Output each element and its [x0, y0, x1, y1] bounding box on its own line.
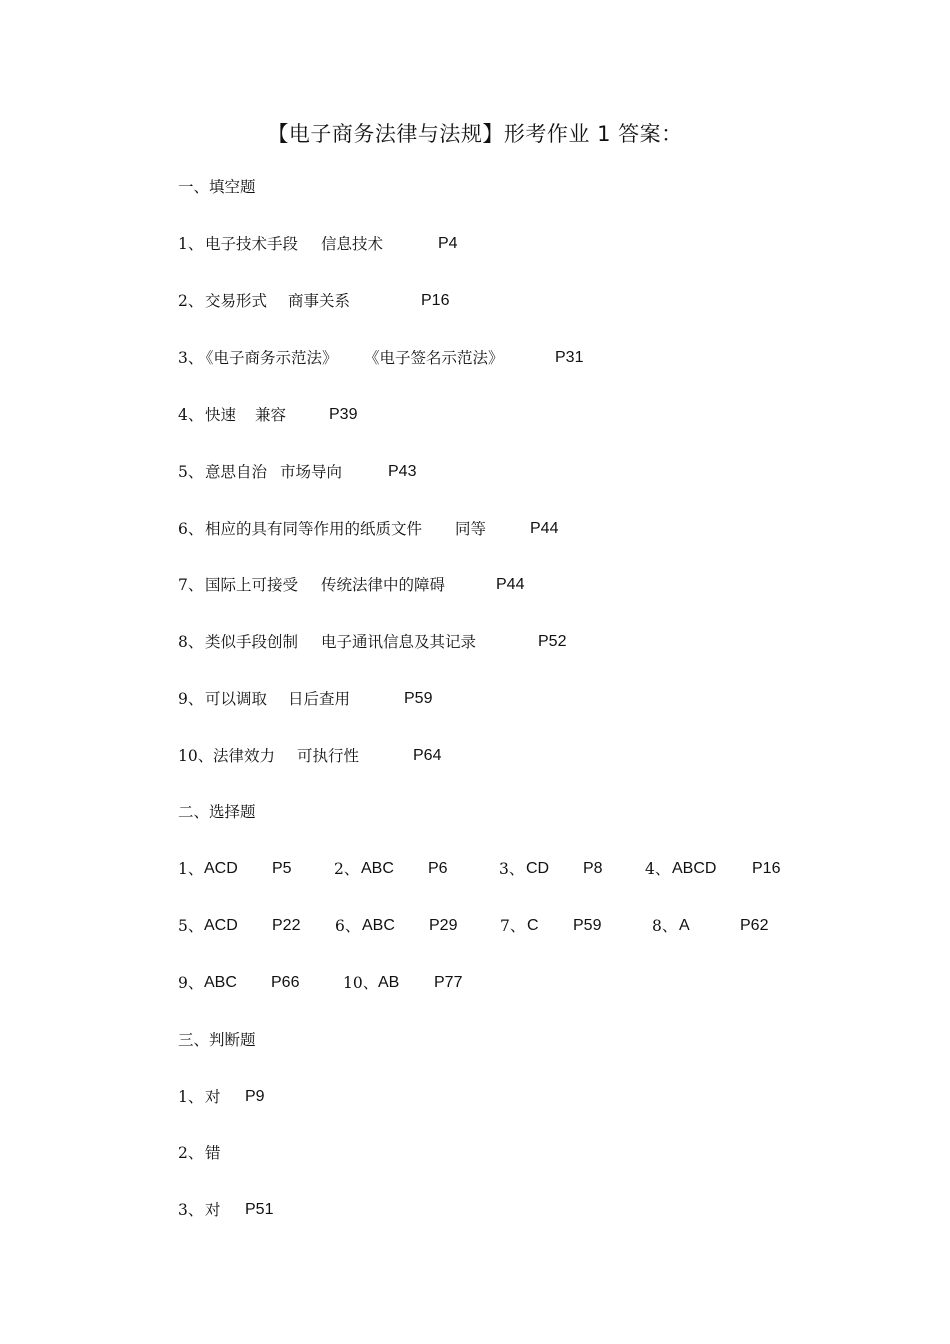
page-ref: P16	[421, 292, 450, 309]
fill-in-item-2	[178, 289, 778, 313]
answer: C	[527, 917, 539, 934]
item-number: 9、	[178, 690, 204, 708]
item-number: 10、	[178, 747, 214, 765]
fill-in-item-6	[178, 517, 778, 541]
choice-row-2	[178, 914, 818, 938]
item-number: 4、	[645, 860, 671, 878]
page-ref: P31	[555, 349, 584, 366]
item-number: 4、	[178, 406, 204, 424]
answer-2: 传统法律中的障碍	[321, 576, 446, 594]
answer-1: 相应的具有同等作用的纸质文件	[205, 520, 423, 538]
item-number: 6、	[335, 917, 361, 935]
fill-in-item-3	[178, 346, 778, 370]
item-number: 1、	[178, 1088, 204, 1106]
answer: ABCD	[672, 860, 717, 877]
choice-row-1	[178, 857, 818, 881]
page-ref: P52	[538, 633, 567, 650]
answer: 错	[205, 1144, 221, 1162]
document-title: 【电子商务法律与法规】形考作业 1 答案：	[267, 122, 683, 146]
item-number: 2、	[178, 292, 204, 310]
page-ref: P77	[434, 974, 463, 991]
answer-2: 《电子签名示范法》	[364, 349, 504, 367]
page-ref: P44	[530, 520, 559, 537]
page-ref: P62	[740, 917, 769, 934]
answer: A	[679, 917, 690, 934]
judge-item-2	[178, 1141, 478, 1165]
fill-in-item-10	[178, 744, 778, 768]
answer: ABC	[362, 917, 395, 934]
answer-1: 《电子商务示范法》	[198, 349, 338, 367]
fill-in-item-7	[178, 573, 778, 597]
answer: ACD	[204, 860, 238, 877]
item-number: 2、	[334, 860, 360, 878]
fill-in-item-5	[178, 460, 778, 484]
answer: 对	[205, 1201, 221, 1219]
item-number: 3、	[178, 349, 204, 367]
page-ref: P59	[573, 917, 602, 934]
answer: 对	[205, 1088, 221, 1106]
item-number: 6、	[178, 520, 204, 538]
fill-in-item-4	[178, 403, 778, 427]
item-number: 8、	[652, 917, 678, 935]
answer: AB	[378, 974, 400, 991]
answer-2: 电子通讯信息及其记录	[321, 633, 477, 651]
answer-2: 可执行性	[297, 747, 360, 765]
item-number: 7、	[178, 576, 204, 594]
item-number: 5、	[178, 917, 204, 935]
page-ref: P6	[428, 860, 448, 877]
answer-1: 法律效力	[213, 747, 276, 765]
item-number: 5、	[178, 463, 204, 481]
fill-in-item-9	[178, 687, 778, 711]
page-ref: P59	[404, 690, 433, 707]
answer-2: 商事关系	[288, 292, 351, 310]
answer-1: 交易形式	[205, 292, 268, 310]
choice-row-3	[178, 971, 818, 995]
item-number: 3、	[178, 1201, 204, 1219]
item-number: 7、	[500, 917, 526, 935]
page-ref: P8	[583, 860, 603, 877]
item-number: 9、	[178, 974, 204, 992]
answer-1: 快速	[205, 406, 237, 424]
page-ref: P29	[429, 917, 458, 934]
page-ref: P43	[388, 463, 417, 480]
page-ref: P44	[496, 576, 525, 593]
answer-2: 市场导向	[280, 463, 343, 481]
answer-1: 电子技术手段	[205, 235, 299, 253]
page-ref: P66	[271, 974, 300, 991]
answer-2: 日后查用	[288, 690, 351, 708]
answer: ABC	[204, 974, 237, 991]
section-heading-true-false: 三、判断题	[178, 1031, 256, 1049]
item-number: 1、	[178, 235, 204, 253]
page-ref: P4	[438, 235, 458, 252]
section-heading-multiple-choice: 二、选择题	[178, 803, 256, 821]
answer: ABC	[361, 860, 394, 877]
answer-1: 可以调取	[205, 690, 268, 708]
item-number: 1、	[178, 860, 204, 878]
answer-1: 国际上可接受	[205, 576, 299, 594]
item-number: 10、	[343, 974, 379, 992]
fill-in-item-1	[178, 232, 778, 256]
page-ref: P22	[272, 917, 301, 934]
answer-2: 同等	[455, 520, 487, 538]
page-ref: P64	[413, 747, 442, 764]
answer-2: 兼容	[255, 406, 287, 424]
judge-item-3	[178, 1198, 478, 1222]
section-heading-fill-in: 一、填空题	[178, 178, 256, 196]
page-ref: P39	[329, 406, 358, 423]
page-ref: P51	[245, 1201, 274, 1218]
page-ref: P16	[752, 860, 781, 877]
page-ref: P5	[272, 860, 292, 877]
answer: ACD	[204, 917, 238, 934]
judge-item-1	[178, 1085, 478, 1109]
answer-1: 意思自治	[205, 463, 268, 481]
answer-1: 类似手段创制	[205, 633, 299, 651]
answer: CD	[526, 860, 550, 877]
item-number: 2、	[178, 1144, 204, 1162]
item-number: 8、	[178, 633, 204, 651]
page-ref: P9	[245, 1088, 265, 1105]
fill-in-item-8	[178, 630, 778, 654]
item-number: 3、	[499, 860, 525, 878]
answer-2: 信息技术	[321, 235, 384, 253]
